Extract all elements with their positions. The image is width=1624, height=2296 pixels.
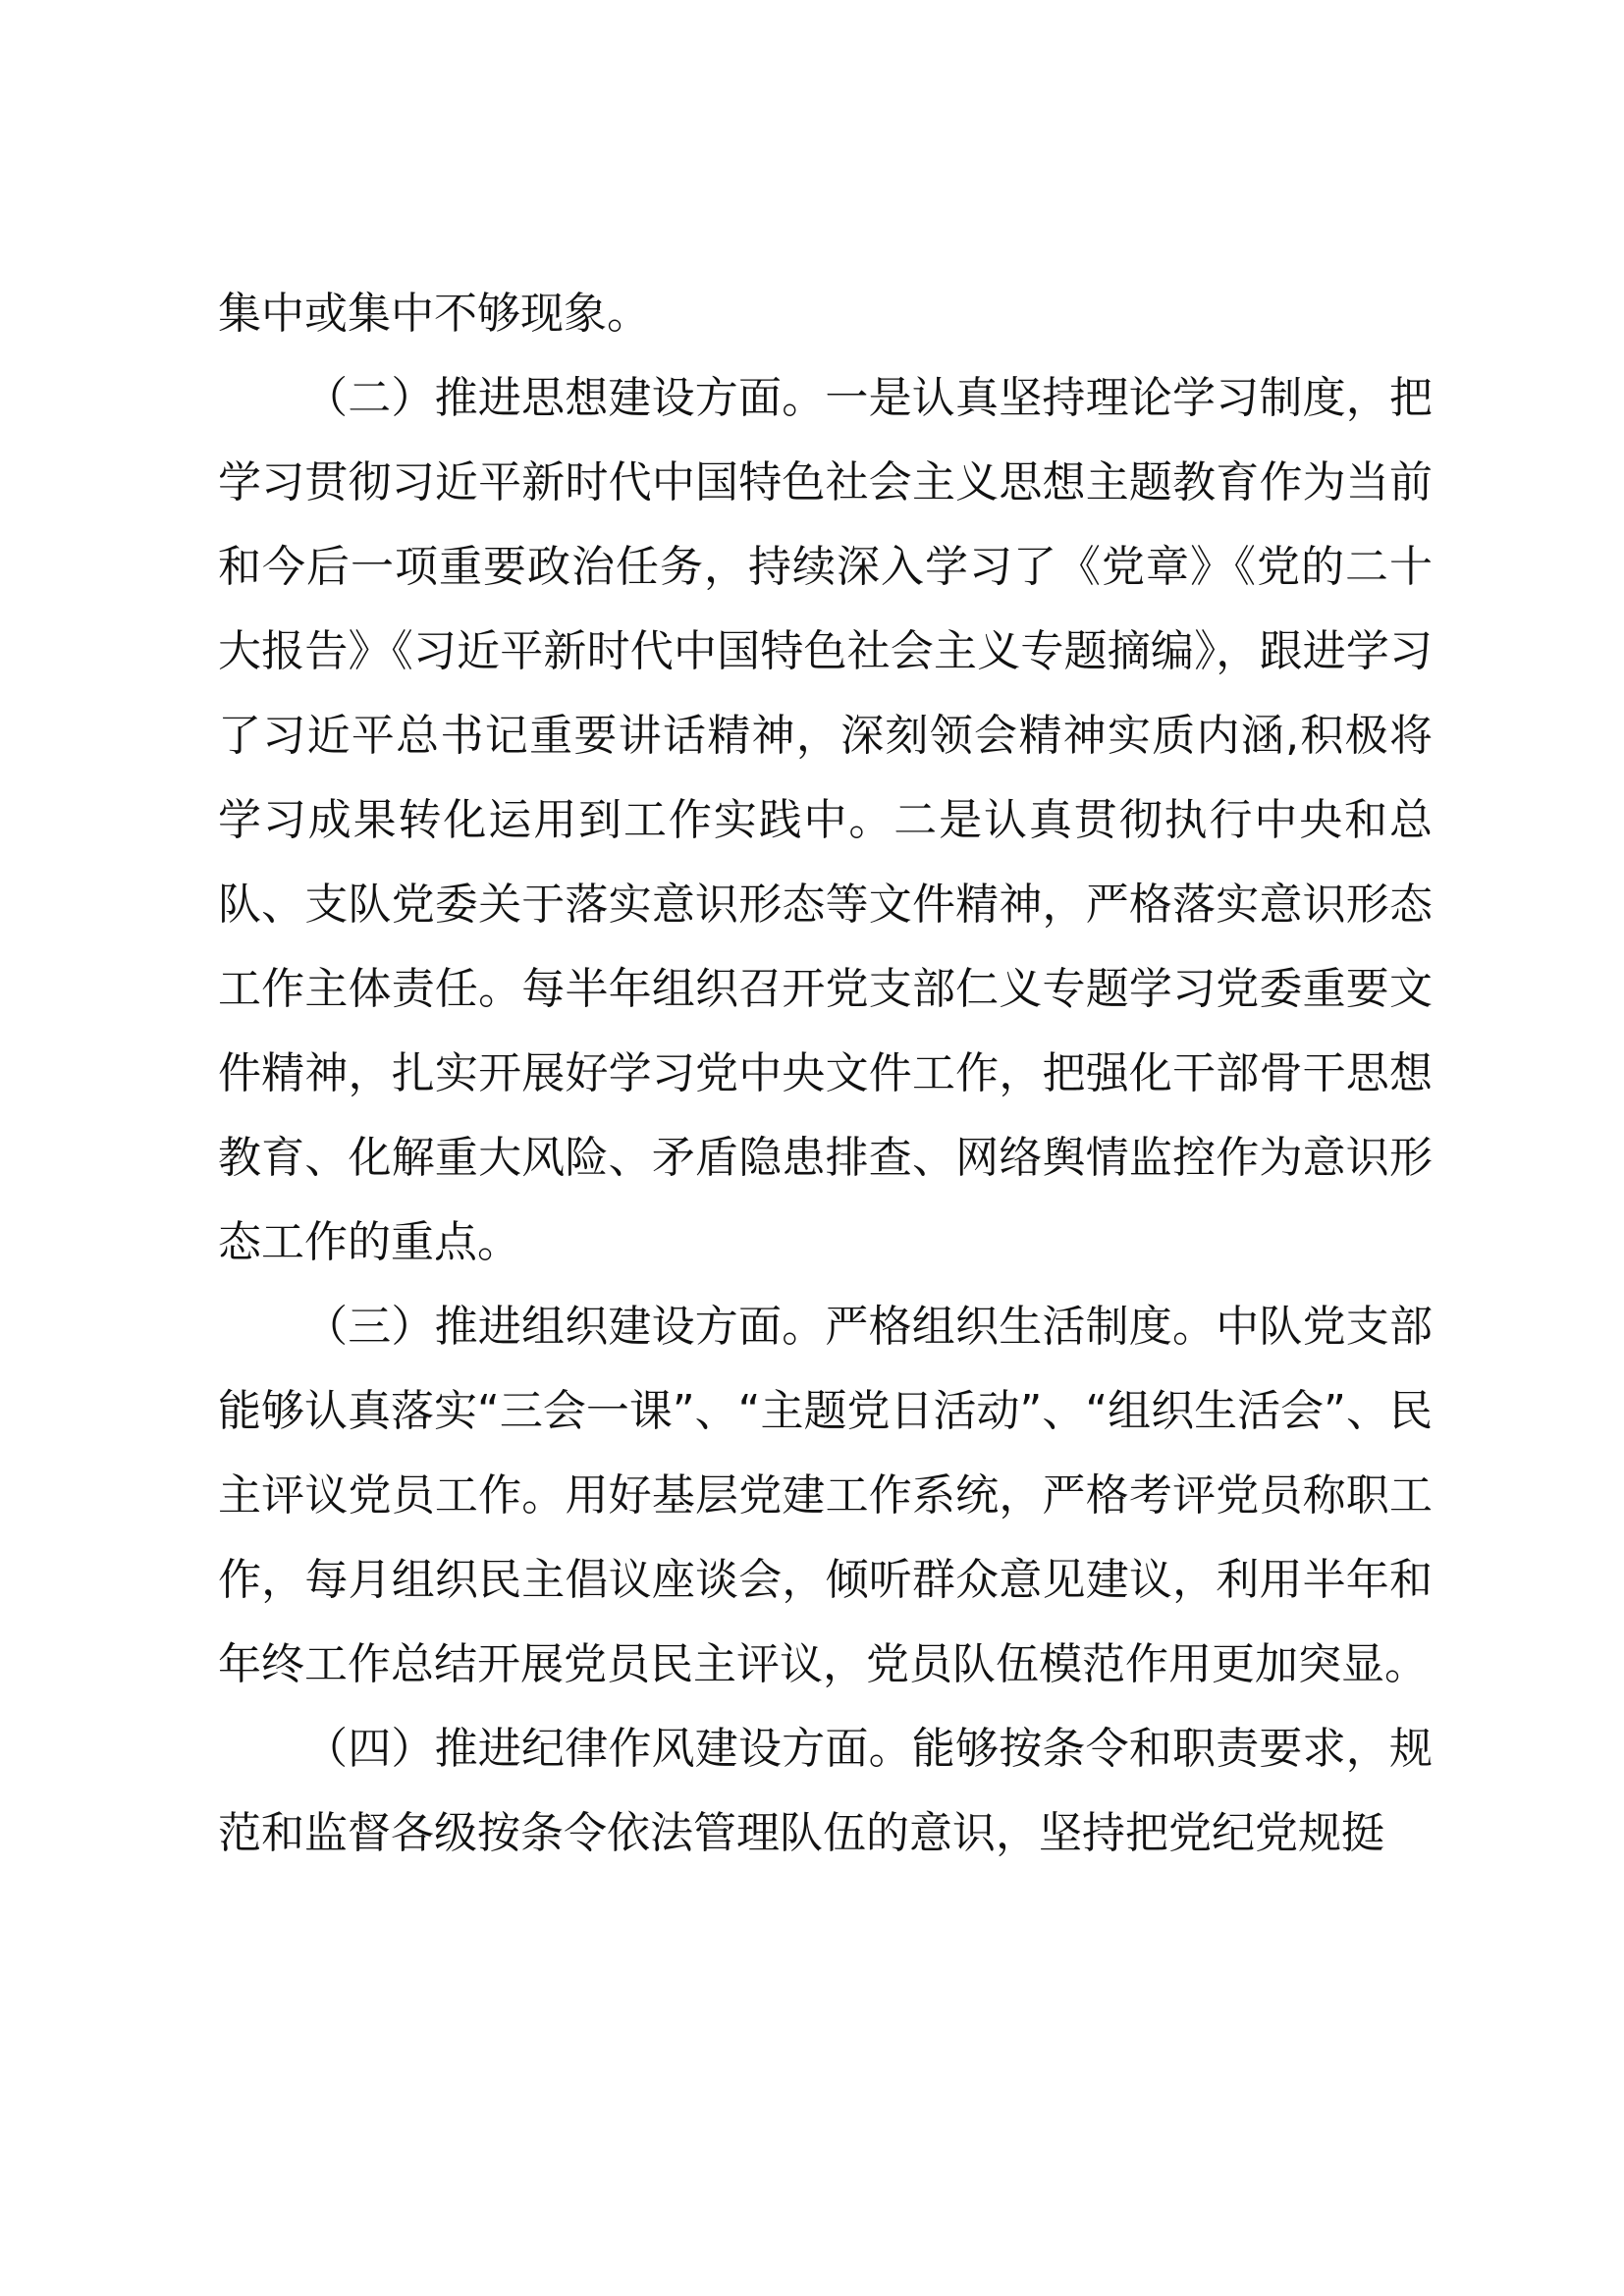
document-body (218, 272, 1433, 1876)
paragraph-organizational-building: （三）推进组织建设方面。严格组织生活制度。中队党支部能够认真落实“三会一课”、“主题党日活动”、“组织生活会”、民主评议党员工作。用好基层党建工作系统，严格考评党员称职工作，每月组织民主倡议座谈会，倾听群众意见建议，利用半年和年终工作总结开展党员民主评议，党员队伍模范作用更加突显。 (218, 1302, 1433, 1689)
paragraph-ideological-building: （二）推进思想建设方面。一是认真坚持理论学习制度，把学习贯彻习近平新时代中国特色社会主义思想主题教育作为当前和今后一项重要政治任务，持续深入学习了《党章》《党的二十大报告》《习近平新时代中国特色社会主义专题摘编》，跟进学习了习近平总书记重要讲话精神，深刻领会精神实质内涵,积极将学习成果转化运用到工作实践中。二是认真贯彻执行中央和总队、支队党委关于落实意识形态等文件精神，严格落实意识形态工作主体责任。每半年组织召开党支部仁义专题学习党委重要文件精神，扎实开展好学习党中央文件工作，把强化干部骨干思想教育、化解重大风险、矛盾隐患排查、网络舆情监控作为意识形态工作的重点。 (218, 373, 1433, 1267)
paragraph-discipline-building: （四）推进纪律作风建设方面。能够按条令和职责要求，规范和监督各级按条令依法管理队伍的意识，坚持把党纪党规挺 (218, 1724, 1433, 1858)
paragraph-continuation: 集中或集中不够现象。 (218, 289, 650, 339)
